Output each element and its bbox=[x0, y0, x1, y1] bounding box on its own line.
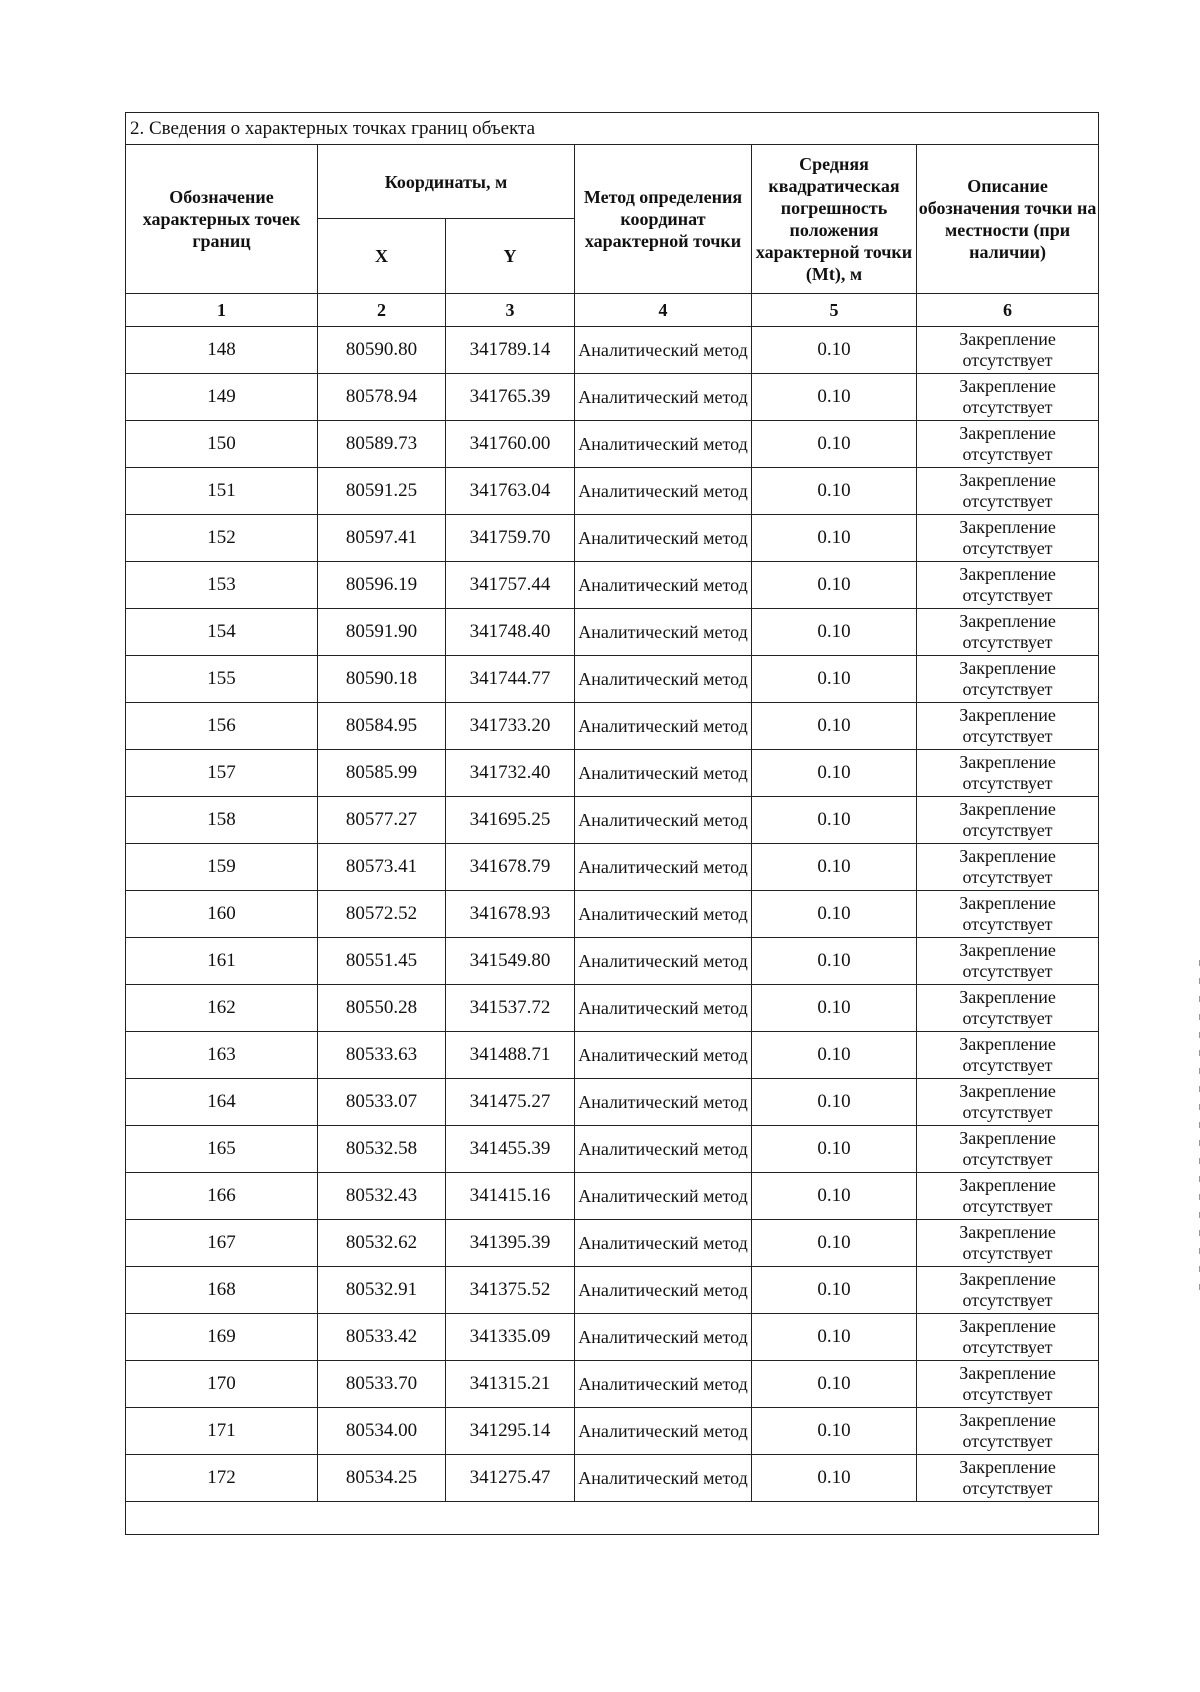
x-cell: 80532.43 bbox=[318, 1173, 446, 1220]
x-cell: 80572.52 bbox=[318, 891, 446, 938]
method-cell: Аналитический метод bbox=[575, 750, 752, 797]
column-number: 5 bbox=[752, 294, 917, 327]
error-cell: 0.10 bbox=[752, 1173, 917, 1220]
y-cell: 341488.71 bbox=[446, 1032, 575, 1079]
error-cell: 0.10 bbox=[752, 891, 917, 938]
point-cell: 153 bbox=[126, 562, 318, 609]
method-cell: Аналитический метод bbox=[575, 938, 752, 985]
table-row bbox=[126, 515, 1099, 562]
table-row bbox=[126, 562, 1099, 609]
description-cell: Закрепление отсутствует bbox=[917, 938, 1099, 985]
table-row bbox=[126, 1314, 1099, 1361]
y-cell: 341275.47 bbox=[446, 1455, 575, 1502]
x-cell: 80533.63 bbox=[318, 1032, 446, 1079]
y-cell: 341760.00 bbox=[446, 421, 575, 468]
description-cell: Закрепление отсутствует bbox=[917, 797, 1099, 844]
boundary-points-table bbox=[125, 112, 1099, 1535]
x-cell: 80551.45 bbox=[318, 938, 446, 985]
point-cell: 165 bbox=[126, 1126, 318, 1173]
header-coords: Координаты, м bbox=[318, 145, 575, 219]
y-cell: 341395.39 bbox=[446, 1220, 575, 1267]
table-row bbox=[126, 1126, 1099, 1173]
method-cell: Аналитический метод bbox=[575, 1361, 752, 1408]
x-cell: 80596.19 bbox=[318, 562, 446, 609]
x-cell: 80589.73 bbox=[318, 421, 446, 468]
error-cell: 0.10 bbox=[752, 1126, 917, 1173]
description-cell: Закрепление отсутствует bbox=[917, 1314, 1099, 1361]
y-cell: 341315.21 bbox=[446, 1361, 575, 1408]
method-cell: Аналитический метод bbox=[575, 1455, 752, 1502]
error-cell: 0.10 bbox=[752, 327, 917, 374]
point-cell: 158 bbox=[126, 797, 318, 844]
table-row bbox=[126, 656, 1099, 703]
point-cell: 168 bbox=[126, 1267, 318, 1314]
point-cell: 154 bbox=[126, 609, 318, 656]
y-cell: 341475.27 bbox=[446, 1079, 575, 1126]
point-cell: 155 bbox=[126, 656, 318, 703]
point-cell: 166 bbox=[126, 1173, 318, 1220]
description-cell: Закрепление отсутствует bbox=[917, 844, 1099, 891]
point-cell: 162 bbox=[126, 985, 318, 1032]
method-cell: Аналитический метод bbox=[575, 327, 752, 374]
x-cell: 80532.58 bbox=[318, 1126, 446, 1173]
x-cell: 80590.18 bbox=[318, 656, 446, 703]
description-cell: Закрепление отсутствует bbox=[917, 1408, 1099, 1455]
method-cell: Аналитический метод bbox=[575, 421, 752, 468]
point-cell: 151 bbox=[126, 468, 318, 515]
table-body bbox=[126, 327, 1099, 1502]
error-cell: 0.10 bbox=[752, 1455, 917, 1502]
description-cell: Закрепление отсутствует bbox=[917, 1079, 1099, 1126]
x-cell: 80590.80 bbox=[318, 327, 446, 374]
error-cell: 0.10 bbox=[752, 515, 917, 562]
description-cell: Закрепление отсутствует bbox=[917, 327, 1099, 374]
method-cell: Аналитический метод bbox=[575, 1173, 752, 1220]
table-row bbox=[126, 609, 1099, 656]
table-row bbox=[126, 1408, 1099, 1455]
description-cell: Закрепление отсутствует bbox=[917, 515, 1099, 562]
method-cell: Аналитический метод bbox=[575, 374, 752, 421]
table-row bbox=[126, 1361, 1099, 1408]
method-cell: Аналитический метод bbox=[575, 562, 752, 609]
column-number: 4 bbox=[575, 294, 752, 327]
x-cell: 80573.41 bbox=[318, 844, 446, 891]
error-cell: 0.10 bbox=[752, 421, 917, 468]
y-cell: 341537.72 bbox=[446, 985, 575, 1032]
error-cell: 0.10 bbox=[752, 703, 917, 750]
description-cell: Закрепление отсутствует bbox=[917, 374, 1099, 421]
table-row bbox=[126, 844, 1099, 891]
table-row bbox=[126, 750, 1099, 797]
x-cell: 80534.00 bbox=[318, 1408, 446, 1455]
column-number: 3 bbox=[446, 294, 575, 327]
table-row bbox=[126, 703, 1099, 750]
x-cell: 80532.91 bbox=[318, 1267, 446, 1314]
header-description: Описание обозначения точки на местности (при наличии) bbox=[917, 145, 1099, 294]
description-cell: Закрепление отсутствует bbox=[917, 562, 1099, 609]
point-cell: 149 bbox=[126, 374, 318, 421]
description-cell: Закрепление отсутствует bbox=[917, 985, 1099, 1032]
column-number: 6 bbox=[917, 294, 1099, 327]
table-row bbox=[126, 1267, 1099, 1314]
x-cell: 80533.42 bbox=[318, 1314, 446, 1361]
y-cell: 341455.39 bbox=[446, 1126, 575, 1173]
method-cell: Аналитический метод bbox=[575, 1126, 752, 1173]
x-cell: 80533.07 bbox=[318, 1079, 446, 1126]
y-cell: 341335.09 bbox=[446, 1314, 575, 1361]
method-cell: Аналитический метод bbox=[575, 891, 752, 938]
x-cell: 80585.99 bbox=[318, 750, 446, 797]
x-cell: 80550.28 bbox=[318, 985, 446, 1032]
table-title-row bbox=[126, 113, 1099, 145]
error-cell: 0.10 bbox=[752, 1314, 917, 1361]
method-cell: Аналитический метод bbox=[575, 515, 752, 562]
description-cell: Закрепление отсутствует bbox=[917, 468, 1099, 515]
y-cell: 341744.77 bbox=[446, 656, 575, 703]
y-cell: 341732.40 bbox=[446, 750, 575, 797]
error-cell: 0.10 bbox=[752, 938, 917, 985]
y-cell: 341695.25 bbox=[446, 797, 575, 844]
method-cell: Аналитический метод bbox=[575, 1408, 752, 1455]
description-cell: Закрепление отсутствует bbox=[917, 1220, 1099, 1267]
y-cell: 341375.52 bbox=[446, 1267, 575, 1314]
method-cell: Аналитический метод bbox=[575, 1220, 752, 1267]
table-row bbox=[126, 891, 1099, 938]
description-cell: Закрепление отсутствует bbox=[917, 609, 1099, 656]
method-cell: Аналитический метод bbox=[575, 797, 752, 844]
point-cell: 171 bbox=[126, 1408, 318, 1455]
method-cell: Аналитический метод bbox=[575, 1267, 752, 1314]
method-cell: Аналитический метод bbox=[575, 656, 752, 703]
error-cell: 0.10 bbox=[752, 750, 917, 797]
error-cell: 0.10 bbox=[752, 656, 917, 703]
method-cell: Аналитический метод bbox=[575, 985, 752, 1032]
error-cell: 0.10 bbox=[752, 1267, 917, 1314]
description-cell: Закрепление отсутствует bbox=[917, 1361, 1099, 1408]
description-cell: Закрепление отсутствует bbox=[917, 1126, 1099, 1173]
y-cell: 341789.14 bbox=[446, 327, 575, 374]
x-cell: 80533.70 bbox=[318, 1361, 446, 1408]
y-cell: 341678.79 bbox=[446, 844, 575, 891]
method-cell: Аналитический метод bbox=[575, 609, 752, 656]
error-cell: 0.10 bbox=[752, 1220, 917, 1267]
y-cell: 341295.14 bbox=[446, 1408, 575, 1455]
table-row bbox=[126, 985, 1099, 1032]
x-cell: 80584.95 bbox=[318, 703, 446, 750]
table-row bbox=[126, 1220, 1099, 1267]
error-cell: 0.10 bbox=[752, 985, 917, 1032]
table-row bbox=[126, 374, 1099, 421]
column-numbers-row bbox=[126, 294, 1099, 327]
description-cell: Закрепление отсутствует bbox=[917, 703, 1099, 750]
method-cell: Аналитический метод bbox=[575, 468, 752, 515]
document-sheet bbox=[125, 112, 1098, 1535]
point-cell: 148 bbox=[126, 327, 318, 374]
y-cell: 341748.40 bbox=[446, 609, 575, 656]
header-row-1 bbox=[126, 145, 1099, 219]
point-cell: 172 bbox=[126, 1455, 318, 1502]
point-cell: 150 bbox=[126, 421, 318, 468]
header-x: X bbox=[318, 219, 446, 294]
y-cell: 341759.70 bbox=[446, 515, 575, 562]
method-cell: Аналитический метод bbox=[575, 1314, 752, 1361]
section-title: 2. Сведения о характерных точках границ объекта bbox=[126, 113, 1099, 145]
x-cell: 80577.27 bbox=[318, 797, 446, 844]
y-cell: 341678.93 bbox=[446, 891, 575, 938]
method-cell: Аналитический метод bbox=[575, 1079, 752, 1126]
description-cell: Закрепление отсутствует bbox=[917, 1267, 1099, 1314]
error-cell: 0.10 bbox=[752, 468, 917, 515]
empty-footer-row bbox=[126, 1502, 1099, 1535]
method-cell: Аналитический метод bbox=[575, 1032, 752, 1079]
column-number: 2 bbox=[318, 294, 446, 327]
point-cell: 152 bbox=[126, 515, 318, 562]
y-cell: 341549.80 bbox=[446, 938, 575, 985]
column-number: 1 bbox=[126, 294, 318, 327]
error-cell: 0.10 bbox=[752, 609, 917, 656]
point-cell: 169 bbox=[126, 1314, 318, 1361]
point-cell: 159 bbox=[126, 844, 318, 891]
header-error: Средняя квадратическая погрешность положения характерной точки (Mt), м bbox=[752, 145, 917, 294]
description-cell: Закрепление отсутствует bbox=[917, 656, 1099, 703]
point-cell: 167 bbox=[126, 1220, 318, 1267]
table-row bbox=[126, 1079, 1099, 1126]
error-cell: 0.10 bbox=[752, 1032, 917, 1079]
description-cell: Закрепление отсутствует bbox=[917, 891, 1099, 938]
description-cell: Закрепление отсутствует bbox=[917, 1173, 1099, 1220]
header-method: Метод определения координат характерной точки bbox=[575, 145, 752, 294]
x-cell: 80597.41 bbox=[318, 515, 446, 562]
table-row bbox=[126, 468, 1099, 515]
table-row bbox=[126, 1032, 1099, 1079]
header-y: Y bbox=[446, 219, 575, 294]
error-cell: 0.10 bbox=[752, 844, 917, 891]
table-row bbox=[126, 1455, 1099, 1502]
error-cell: 0.10 bbox=[752, 1079, 917, 1126]
table-row bbox=[126, 1173, 1099, 1220]
error-cell: 0.10 bbox=[752, 1408, 917, 1455]
error-cell: 0.10 bbox=[752, 797, 917, 844]
point-cell: 164 bbox=[126, 1079, 318, 1126]
error-cell: 0.10 bbox=[752, 1361, 917, 1408]
x-cell: 80591.25 bbox=[318, 468, 446, 515]
point-cell: 170 bbox=[126, 1361, 318, 1408]
method-cell: Аналитический метод bbox=[575, 703, 752, 750]
table-row bbox=[126, 327, 1099, 374]
header-point: Обозначение характерных точек границ bbox=[126, 145, 318, 294]
x-cell: 80578.94 bbox=[318, 374, 446, 421]
y-cell: 341733.20 bbox=[446, 703, 575, 750]
empty-footer-cell bbox=[126, 1502, 1099, 1535]
y-cell: 341763.04 bbox=[446, 468, 575, 515]
method-cell: Аналитический метод bbox=[575, 844, 752, 891]
description-cell: Закрепление отсутствует bbox=[917, 1032, 1099, 1079]
point-cell: 161 bbox=[126, 938, 318, 985]
description-cell: Закрепление отсутствует bbox=[917, 1455, 1099, 1502]
point-cell: 156 bbox=[126, 703, 318, 750]
description-cell: Закрепление отсутствует bbox=[917, 750, 1099, 797]
y-cell: 341765.39 bbox=[446, 374, 575, 421]
error-cell: 0.10 bbox=[752, 374, 917, 421]
error-cell: 0.10 bbox=[752, 562, 917, 609]
point-cell: 163 bbox=[126, 1032, 318, 1079]
table-row bbox=[126, 797, 1099, 844]
x-cell: 80534.25 bbox=[318, 1455, 446, 1502]
table-row bbox=[126, 938, 1099, 985]
description-cell: Закрепление отсутствует bbox=[917, 421, 1099, 468]
y-cell: 341757.44 bbox=[446, 562, 575, 609]
point-cell: 160 bbox=[126, 891, 318, 938]
x-cell: 80532.62 bbox=[318, 1220, 446, 1267]
x-cell: 80591.90 bbox=[318, 609, 446, 656]
point-cell: 157 bbox=[126, 750, 318, 797]
y-cell: 341415.16 bbox=[446, 1173, 575, 1220]
table-row bbox=[126, 421, 1099, 468]
